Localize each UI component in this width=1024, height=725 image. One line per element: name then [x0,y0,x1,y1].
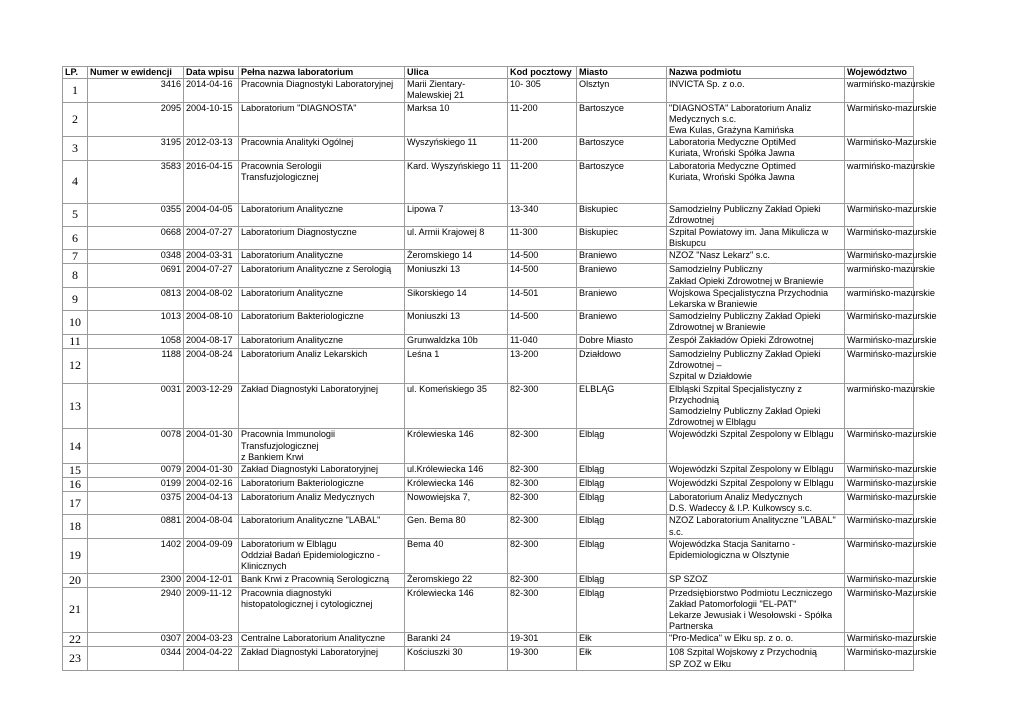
cell-numer: 0307 [88,633,184,647]
cell-woj: Warmińsko-mazurskie [845,348,914,383]
cell-kod: 14-500 [508,311,577,334]
cell-data: 2004-01-30 [184,429,239,464]
cell-woj: Warmińsko-mazurskie [845,311,914,334]
cell-data: 2004-12-01 [184,573,239,587]
cell-podmiot: Wojewódzka Stacja Sanitarno - Epidemiologiczna w Olsztynie [667,538,845,573]
cell-lp: 11 [63,334,88,348]
cell-nazwa: Laboratorium w Elblągu Oddział Badań Epidemiologiczno - Klinicznych [239,538,405,573]
cell-podmiot: "DIAGNOSTA" Laboratorium Analiz Medycznych s.c. Ewa Kulas, Grażyna Kamińska [667,102,845,137]
cell-data: 2004-10-15 [184,102,239,137]
cell-woj: Warmińsko-Mazurskie [845,137,914,160]
cell-woj: Warmińsko-mazurskie [845,334,914,348]
laboratory-register-table [62,66,937,671]
cell-miasto: ELBLĄG [577,383,667,429]
cell-numer: 0668 [88,227,184,250]
cell-numer: 0199 [88,478,184,492]
cell-lp: 7 [63,250,88,264]
cell-podmiot: Samodzielny Publiczny Zakład Opieki Zdrowotnej w Braniewie [667,264,845,287]
cell-data: 2016-04-15 [184,160,239,203]
cell-ulica: Kościuszki 30 [405,647,508,670]
cell-woj: Warmińsko-mazurskie [845,492,914,515]
cell-data: 2004-08-02 [184,287,239,310]
cell-lp: 8 [63,264,88,287]
cell-ulica: Marii Zientary- Malewskiej 21 [405,79,508,102]
header-podmiot: Nazwa podmiotu [667,67,845,79]
cell-nazwa: Zakład Diagnostyki Laboratoryjnej [239,464,405,478]
cell-kod: 11-200 [508,160,577,203]
cell-podmiot: Samodzielny Publiczny Zakład Opieki Zdrowotnej [667,203,845,226]
table-row [63,250,914,264]
cell-miasto: Biskupiec [577,203,667,226]
cell-lp: 16 [63,478,88,492]
cell-ulica: Kard. Wyszyńskiego 11 [405,160,508,203]
cell-lp: 5 [63,203,88,226]
table-body [63,79,937,671]
cell-data: 2004-09-09 [184,538,239,573]
cell-nazwa: Laboratorium Analityczne [239,287,405,310]
cell-miasto: Braniewo [577,264,667,287]
cell-miasto: Bartoszyce [577,137,667,160]
cell-ulica: Żeromskiego 14 [405,250,508,264]
cell-miasto: Olsztyn [577,79,667,102]
cell-nazwa: Laboratorium Analityczne [239,334,405,348]
table-row [63,478,914,492]
cell-numer: 0348 [88,250,184,264]
cell-podmiot: Samodzielny Publiczny Zakład Opieki Zdrowotnej w Braniewie [667,311,845,334]
cell-woj: Warmińsko-mazurskie [845,573,914,587]
cell-numer: 1402 [88,538,184,573]
cell-lp: 6 [63,227,88,250]
cell-miasto: Elbląg [577,587,667,633]
cell-data: 2004-07-27 [184,264,239,287]
cell-nazwa: Pracownia diagnostyki histopatologicznej i cytologicznej [239,587,405,633]
cell-kod: 82-300 [508,515,577,538]
cell-podmiot: 108 Szpital Wojskowy z Przychodnią SP ZOZ w Ełku [667,647,845,670]
cell-ulica: ul. Armii Krajowej 8 [405,227,508,250]
cell-lp: 2 [63,102,88,137]
cell-numer: 0375 [88,492,184,515]
cell-miasto: Braniewo [577,250,667,264]
cell-data: 2009-11-12 [184,587,239,633]
cell-ulica: Wyszyńskiego 11 [405,137,508,160]
cell-lp: 21 [63,587,88,633]
cell-lp: 1 [63,79,88,102]
cell-numer: 0881 [88,515,184,538]
cell-nazwa: Laboratorium Analiz Lekarskich [239,348,405,383]
header-kod: Kod pocztowy [508,67,577,79]
cell-lp: 17 [63,492,88,515]
cell-numer: 3583 [88,160,184,203]
cell-nazwa: Bank Krwi z Pracownią Serologiczną [239,573,405,587]
cell-miasto: Elbląg [577,492,667,515]
cell-nazwa: Laboratorium Analiz Medycznych [239,492,405,515]
cell-nazwa: Laboratorium Bakteriologiczne [239,311,405,334]
table-row [63,227,914,250]
table-row [63,573,914,587]
cell-podmiot: Wojewódzki Szpital Zespolony w Elblągu [667,429,845,464]
cell-woj: Warmińsko-mazurskie [845,250,914,264]
cell-woj: Warmińsko-Mazurskie [845,587,914,633]
cell-data: 2004-02-16 [184,478,239,492]
cell-data: 2014-04-16 [184,79,239,102]
cell-kod: 82-300 [508,587,577,633]
table-row [63,647,914,670]
cell-woj: warmińsko-mazurskie [845,264,914,287]
cell-woj: warmińsko-mazurskie [845,79,914,102]
table-row [63,203,914,226]
cell-ulica: Moniuszki 13 [405,264,508,287]
cell-numer: 3195 [88,137,184,160]
cell-data: 2003-12-29 [184,383,239,429]
cell-podmiot: "Pro-Medica" w Ełku sp. z o. o. [667,633,845,647]
table-row [63,429,914,464]
cell-woj: Warmińsko-mazurskie [845,647,914,670]
cell-kod: 14-500 [508,250,577,264]
cell-lp: 3 [63,137,88,160]
cell-kod: 11-200 [508,137,577,160]
header-miasto: Miasto [577,67,667,79]
cell-nazwa: Laboratorium "DIAGNOSTA" [239,102,405,137]
cell-woj: warmińsko-mazurskie [845,383,914,429]
cell-data: 2004-08-10 [184,311,239,334]
cell-woj: Warmińsko-mazurskie [845,203,914,226]
table-row [63,515,914,538]
cell-ulica: Marksa 10 [405,102,508,137]
cell-data: 2004-08-24 [184,348,239,383]
cell-numer: 1058 [88,334,184,348]
cell-ulica: Żeromskiego 22 [405,573,508,587]
cell-numer: 0079 [88,464,184,478]
cell-numer: 0355 [88,203,184,226]
table-row [63,492,914,515]
table-row [63,102,914,137]
cell-kod: 11-300 [508,227,577,250]
cell-ulica: Królewieska 146 [405,429,508,464]
cell-nazwa: Laboratorium Analityczne "LABAL" [239,515,405,538]
cell-nazwa: Pracownia Diagnostyki Laboratoryjnej [239,79,405,102]
cell-lp: 22 [63,633,88,647]
cell-data: 2004-04-22 [184,647,239,670]
cell-miasto: Biskupiec [577,227,667,250]
cell-kod: 11-200 [508,102,577,137]
cell-ulica: Nowowiejska 7, [405,492,508,515]
cell-woj: Warmińsko-mazurskie [845,464,914,478]
cell-numer: 1013 [88,311,184,334]
header-data: Data wpisu [184,67,239,79]
cell-kod: 13-200 [508,348,577,383]
cell-data: 2004-04-13 [184,492,239,515]
table-row [63,538,914,573]
table-row [63,633,914,647]
cell-kod: 13-340 [508,203,577,226]
cell-miasto: Braniewo [577,287,667,310]
cell-ulica: Sikorskiego 14 [405,287,508,310]
cell-nazwa: Pracownia Analityki Ogólnej [239,137,405,160]
table-header-row [63,67,914,79]
cell-podmiot: Przedsiębiorstwo Podmiotu Leczniczego Zakład Patomorfologii "EL-PAT" Lekarze Jewusiak i Wesołowski - Spółka Partnerska [667,587,845,633]
cell-woj: Warmińsko-mazurskie [845,633,914,647]
cell-miasto: Elbląg [577,478,667,492]
cell-kod: 19-300 [508,647,577,670]
cell-kod: 82-300 [508,538,577,573]
cell-podmiot: Laboratoria Medyczne Optimed Kuriata, Wroński Spółka Jawna [667,160,845,203]
cell-nazwa: Laboratorium Diagnostyczne [239,227,405,250]
cell-lp: 10 [63,311,88,334]
header-woj: Województwo [845,67,914,79]
cell-podmiot: NZOZ Laboratorium Analityczne "LABAL" s.c. [667,515,845,538]
cell-numer: 3416 [88,79,184,102]
cell-miasto: Elbląg [577,464,667,478]
header-nazwa: Pełna nazwa laboratorium [239,67,405,79]
cell-numer: 1188 [88,348,184,383]
cell-lp: 12 [63,348,88,383]
cell-data: 2004-03-31 [184,250,239,264]
cell-woj: warmińsko-mazurskie [845,160,914,203]
header-ulica: Ulica [405,67,508,79]
cell-lp: 18 [63,515,88,538]
cell-ulica: Grunwaldzka 10b [405,334,508,348]
cell-data: 2004-08-04 [184,515,239,538]
cell-miasto: Ełk [577,647,667,670]
table-row [63,264,914,287]
cell-miasto: Dobre Miasto [577,334,667,348]
document-page [62,66,937,671]
cell-podmiot: Samodzielny Publiczny Zakład Opieki Zdrowotnej – Szpital w Działdowie [667,348,845,383]
cell-woj: warmińsko-mazurskie [845,287,914,310]
cell-woj: Warmińsko-mazurskie [845,429,914,464]
table-row [63,587,914,633]
cell-kod: 14-501 [508,287,577,310]
cell-woj: Warmińsko-mazurskie [845,538,914,573]
cell-kod: 82-300 [508,478,577,492]
table-row [63,464,914,478]
cell-podmiot: Zespół Zakładów Opieki Zdrowotnej [667,334,845,348]
cell-nazwa: Zakład Diagnostyki Laboratoryjnej [239,647,405,670]
cell-numer: 0344 [88,647,184,670]
cell-ulica: Baranki 24 [405,633,508,647]
cell-ulica: ul.Królewiecka 146 [405,464,508,478]
cell-miasto: Elbląg [577,573,667,587]
cell-woj: Warmińsko-mazurskie [845,102,914,137]
cell-data: 2004-07-27 [184,227,239,250]
cell-lp: 13 [63,383,88,429]
cell-ulica: Bema 40 [405,538,508,573]
table-row [63,160,914,203]
cell-miasto: Elbląg [577,429,667,464]
cell-miasto: Ełk [577,633,667,647]
cell-miasto: Bartoszyce [577,102,667,137]
header-numer: Numer w ewidencji [88,67,184,79]
table-row [63,79,914,102]
header-lp: LP. [63,67,88,79]
cell-numer: 2940 [88,587,184,633]
cell-kod: 82-300 [508,429,577,464]
cell-data: 2004-08-17 [184,334,239,348]
cell-nazwa: Pracownia Serologii Transfuzjologicznej [239,160,405,203]
cell-podmiot: Wojskowa Specjalistyczna Przychodnia Lekarska w Braniewie [667,287,845,310]
cell-podmiot: Wojewódzki Szpital Zespolony w Elblągu [667,464,845,478]
table-row [63,311,914,334]
cell-ulica: Królewiecka 146 [405,587,508,633]
cell-ulica: Lipowa 7 [405,203,508,226]
cell-lp: 20 [63,573,88,587]
cell-numer: 0031 [88,383,184,429]
cell-woj: Warmińsko-mazurskie [845,478,914,492]
cell-kod: 10- 305 [508,79,577,102]
table-row [63,137,914,160]
cell-kod: 11-040 [508,334,577,348]
cell-data: 2004-04-05 [184,203,239,226]
cell-kod: 19-301 [508,633,577,647]
cell-lp: 4 [63,160,88,203]
cell-woj: Warmińsko-mazurskie [845,515,914,538]
cell-lp: 19 [63,538,88,573]
cell-data: 2004-01-30 [184,464,239,478]
cell-numer: 0691 [88,264,184,287]
cell-lp: 15 [63,464,88,478]
cell-data: 2012-03-13 [184,137,239,160]
cell-lp: 23 [63,647,88,670]
cell-kod: 82-300 [508,573,577,587]
cell-kod: 82-300 [508,492,577,515]
cell-numer: 2300 [88,573,184,587]
table-row [63,383,914,429]
cell-ulica: Królewiecka 146 [405,478,508,492]
cell-podmiot: NZOZ "Nasz Lekarz" s.c. [667,250,845,264]
cell-numer: 2095 [88,102,184,137]
cell-podmiot: Laboratoria Medyczne OptiMed Kuriata, Wroński Spółka Jawna [667,137,845,160]
cell-ulica: Moniuszki 13 [405,311,508,334]
cell-lp: 14 [63,429,88,464]
cell-nazwa: Zakład Diagnostyki Laboratoryjnej [239,383,405,429]
cell-miasto: Elbląg [577,515,667,538]
table-row [63,348,914,383]
cell-miasto: Elbląg [577,538,667,573]
cell-podmiot: SP SZOZ [667,573,845,587]
cell-nazwa: Centralne Laboratorium Analityczne [239,633,405,647]
cell-numer: 0813 [88,287,184,310]
cell-data: 2004-03-23 [184,633,239,647]
cell-numer: 0078 [88,429,184,464]
cell-podmiot: Laboratorium Analiz Medycznych D.S. Wadeccy & I.P. Kulkowscy s.c. [667,492,845,515]
cell-woj: Warmińsko-mazurskie [845,227,914,250]
cell-nazwa: Pracownia Immunologii Transfuzjologicznej z Bankiem Krwi [239,429,405,464]
cell-ulica: Leśna 1 [405,348,508,383]
cell-ulica: ul. Komeńskiego 35 [405,383,508,429]
cell-nazwa: Laboratorium Analityczne [239,250,405,264]
cell-nazwa: Laboratorium Analityczne z Serologią [239,264,405,287]
cell-podmiot: Wojewódzki Szpital Zespolony w Elblągu [667,478,845,492]
table-row [63,334,914,348]
cell-miasto: Bartoszyce [577,160,667,203]
cell-podmiot: Elbląski Szpital Specjalistyczny z Przychodnią Samodzielny Publiczny Zakład Opieki Zdrowotnej w Elblągu [667,383,845,429]
cell-lp: 9 [63,287,88,310]
cell-podmiot: INVICTA Sp. z o.o. [667,79,845,102]
table-row [63,287,914,310]
cell-kod: 82-300 [508,383,577,429]
cell-ulica: Gen. Bema 80 [405,515,508,538]
cell-kod: 14-500 [508,264,577,287]
cell-miasto: Działdowo [577,348,667,383]
cell-kod: 82-300 [508,464,577,478]
cell-podmiot: Szpital Powiatowy im. Jana Mikulicza w Biskupcu [667,227,845,250]
cell-nazwa: Laboratorium Analityczne [239,203,405,226]
cell-miasto: Braniewo [577,311,667,334]
cell-nazwa: Laboratorium Bakteriologiczne [239,478,405,492]
